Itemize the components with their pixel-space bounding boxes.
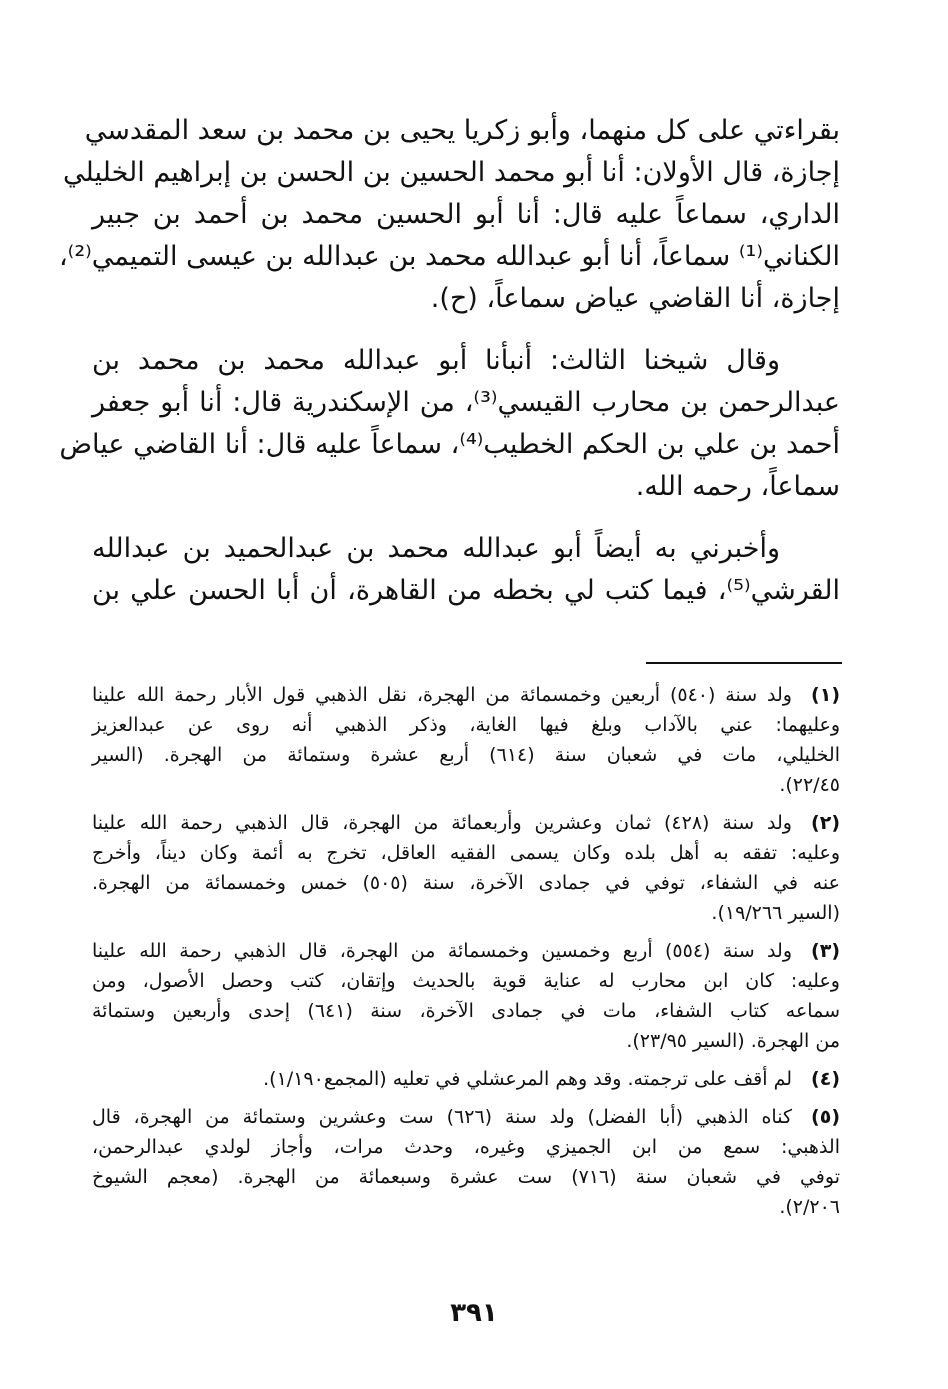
footnote-2 <box>92 808 840 928</box>
text-line: وقال شيخنا الثالث: أنبأنا أبو عبدالله محمد بن محمد بن <box>92 345 780 376</box>
footnote-line: توفي في شعبان سنة (٧١٦) ست عشرة وسبعمائة من الهجرة. (معجم الشيوخ <box>92 1166 840 1188</box>
main-text <box>58 110 840 632</box>
footnote-line: الخليلي، مات في شعبان سنة (٦١٤) أربع عشرة وستمائة من الهجرة. (السير <box>92 744 840 766</box>
text-line: سماعاً، رحمه الله. <box>635 471 840 502</box>
footnote-body <box>92 1064 792 1094</box>
page-number: ٣٩١ <box>450 1298 498 1328</box>
footnote-body <box>92 936 840 1056</box>
footnote-line: (السير ١٩/٢٦٦). <box>711 902 840 924</box>
footnote-line: من الهجرة. (السير ٢٣/٩٥). <box>626 1030 840 1052</box>
footnote-line: ٢/٢٠٦). <box>779 1196 840 1218</box>
footnote-number: (١) <box>811 684 840 706</box>
footnote-line: وعليه: تفقه به أهل بلده وكان يسمى الفقيه العاقل، تخرج به أئمة وكان ديناً، وأخرج <box>92 842 840 864</box>
paragraph-2 <box>59 340 840 508</box>
footnote-line: كناه الذهبي (أبا الفضل) ولد سنة (٦٢٦) ست وعشرين وستمائة من الهجرة، قال <box>92 1106 793 1128</box>
footnote-separator <box>646 662 842 664</box>
footnote-3 <box>92 936 840 1056</box>
footnote-line: ٢٢/٤٥). <box>779 774 840 796</box>
footnote-line: وعليه: كان ابن محارب له عناية قوية بالحديث وإتقان، كتب وحصل الأصول، ومن <box>92 970 840 992</box>
text-line: وأخبرني به أيضاً أبو عبدالله محمد بن عبدالحميد بن عبدالله <box>92 533 780 564</box>
footnote-body <box>92 808 841 928</box>
text-line: إجازة، قال الأولان: أنا أبو محمد الحسين بن الحسن بن إبراهيم الخليلي <box>63 157 840 188</box>
footnote-line: لم أقف على ترجمته. وقد وهم المرعشلي في تعليه (المجمع١/١٩٠). <box>263 1068 792 1090</box>
footnote-line: وعليهما: عني بالآداب وبلغ فيها الغاية، وذكر الذهبي أنه روى عن عبدالعزيز <box>92 714 840 736</box>
text-line: بقراءتي على كل منهما، وأبو زكريا يحيى بن محمد بن سعد المقدسي <box>84 115 840 146</box>
footnote-body <box>92 680 840 800</box>
footnote-5 <box>92 1102 840 1222</box>
footnote-line: ولد سنة (٤٢٨) ثمان وعشرين وأربعمائة من الهجرة، قال الذهبي رحمة الله علينا <box>92 812 792 834</box>
text-line: إجازة، أنا القاضي عياض سماعاً، (ح). <box>430 283 840 314</box>
footnote-number: (٣) <box>811 940 840 962</box>
footnote-4 <box>92 1064 840 1094</box>
footnote-number: (٤) <box>811 1068 840 1090</box>
text-line: الكناني⁽¹⁾ سماعاً، أنا أبو عبدالله محمد بن عبدالله بن عيسى التميمي⁽²⁾، <box>58 241 840 272</box>
footnote-line: ولد سنة (٥٥٤) أربع وخمسين وخمسمائة من الهجرة، قال الذهبي رحمة الله علينا <box>92 940 792 962</box>
paragraph-1 <box>58 110 840 320</box>
footnotes <box>92 680 840 1230</box>
text-line: أحمد بن علي بن الحكم الخطيب⁽⁴⁾، سماعاً عليه قال: أنا القاضي عياض <box>59 429 840 460</box>
footnote-line: سماعه كتاب الشفاء، مات في جمادى الآخرة، سنة (٦٤١) إحدى وأربعين وستمائة <box>92 1000 840 1022</box>
footnote-number: (٥) <box>811 1106 840 1128</box>
text-line: القرشي⁽⁵⁾، فيما كتب لي بخطه من القاهرة، أن أبا الحسن علي بن <box>92 575 840 606</box>
footnote-number: (٢) <box>811 812 840 834</box>
footnote-line: عنه في الشفاء، توفي في جمادى الآخرة، سنة (٥٠٥) خمس وخمسمائة من الهجرة. <box>92 872 841 894</box>
text-line: الداري، سماعاً عليه قال: أنا أبو الحسين محمد بن أحمد بن جبير <box>92 199 840 230</box>
footnote-1 <box>92 680 840 800</box>
footnote-body <box>92 1102 840 1222</box>
text-line: عبدالرحمن بن محارب القيسي⁽³⁾، من الإسكندرية قال: أنا أبو جعفر <box>92 387 840 418</box>
footnote-line: ولد سنة (٥٤٠) أربعين وخمسمائة من الهجرة، نقل الذهبي قول الأبار رحمة الله علينا <box>92 684 792 706</box>
footnote-line: الذهبي: سمع من ابن الجميزي وغيره، وحدث مرات، وأجاز لولدي عبدالرحمن، <box>92 1136 840 1158</box>
paragraph-3 <box>92 528 840 612</box>
